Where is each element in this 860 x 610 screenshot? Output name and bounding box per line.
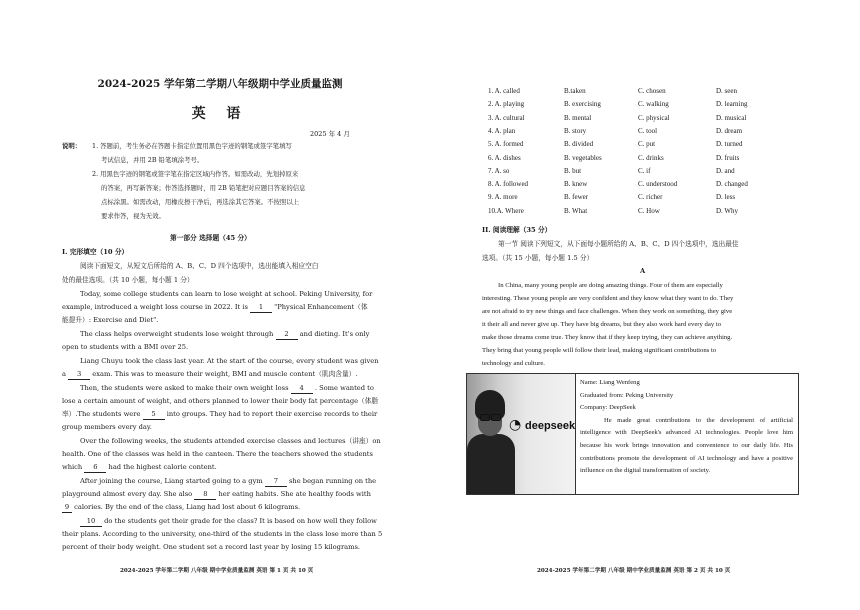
option-question: 7. A. so <box>488 166 510 175</box>
option-choice: C. if <box>638 166 651 175</box>
passage-a-line: are not afraid to try new things and face challenges. When they work on something, they give <box>482 308 733 315</box>
passage-line: group members every day. <box>62 423 152 431</box>
passage-line: lose a certain amount of weight, and others planned to lower their body fat percentage（体脂 <box>62 397 379 405</box>
passage-line: After joining the course, Liang started going to a gym 7 she began running on the <box>80 477 377 485</box>
section1-instruction: 阅读下面短文，从短文后所给的 A、B、C、D 四个选项中，选出能填入相应空白 <box>80 262 319 270</box>
passage-line: playground almost every day. She also 8 her eating habits. She ate healthy foods with <box>62 490 371 498</box>
option-choice: C. physical <box>638 113 670 122</box>
option-question: 3. A. cultural <box>488 113 525 122</box>
passage-a-line: In China, many young people are doing amazing things. Four of them are especially <box>498 282 723 289</box>
passage-line: example, introduced a weight loss course in 2022. It is 1 "Physical Enhancement（体 <box>62 303 368 311</box>
whale-logo-icon: ◔ <box>509 417 522 433</box>
section2-instruction: 选项。（共 15 小题，每小题 1.5 分） <box>482 254 594 262</box>
section2-heading: II. 阅读理解（35 分） <box>482 226 552 234</box>
option-question: 5. A. formed <box>488 140 524 149</box>
option-question: 4. A. plan <box>488 126 516 135</box>
profile-bio: He made great contributions to the development of artificial intelligence with DeepSeek's advanced AI technologies. People love him because his work brings innovation and convenience to our daily life. His contributions promote the development of AI technology and have a positive influence on the digital transformation of society. <box>580 416 793 475</box>
option-choice: C. tool <box>638 126 658 135</box>
passage-line: their plans. According to the university, one-third of the students in the class lose more than 5 <box>62 530 383 538</box>
subject-title: 英 语 <box>191 106 249 122</box>
passage-line: Today, some college students can learn to lose weight at school. Peking University, for <box>80 290 373 298</box>
passage-line: a 3 exam. This was to measure their weight, BMI and muscle content（肌肉含量）. <box>62 370 358 378</box>
blank-1: 1 <box>250 303 272 313</box>
page-footer: 2024-2025 学年第二学期 八年级 期中学业质量监测 英语 第 2 页 共 10 页 <box>537 568 731 574</box>
option-choice: D. changed <box>716 180 748 189</box>
option-choice: B. vegetables <box>564 153 602 162</box>
option-choice: B. fewer <box>564 193 589 202</box>
note-line: 2. 用黑色字迹的钢笔或签字笔在指定区域内作答。如需改动，先划掉原来 <box>92 170 299 178</box>
blank-6: 6 <box>84 463 106 473</box>
passage-line: 9 calories. By the end of the class, Liang had lost about 6 kilograms. <box>62 501 300 514</box>
profile-graduated: Graduated from: Peking University <box>580 391 674 399</box>
section1-heading: I. 完形填空（10 分） <box>62 248 129 256</box>
blank-5: 5 <box>143 410 165 420</box>
passage-line: which 6 had the highest calorie content. <box>62 463 217 471</box>
note-line: 的答案，再写新答案；作答选择题时，用 2B 铅笔把对应题目答案的信息 <box>101 184 306 192</box>
option-choice: C. chosen <box>638 87 666 95</box>
option-question: 2. A. playing <box>488 100 525 109</box>
passage-a-line: make those dreams come true. They know that if they keep trying, they can achieve anything. <box>482 334 733 341</box>
option-question: 1. A. called <box>488 87 520 95</box>
option-choice: D. learning <box>716 100 748 109</box>
exam-title: 2024-2025 学年第二学期八年级期中学业质量监测 <box>97 78 343 90</box>
passage-line: 能提升）: Exercise and Diet". <box>62 316 159 324</box>
option-choice: B.taken <box>564 87 586 95</box>
blank-3: 3 <box>68 370 90 380</box>
option-choice: D. turned <box>716 140 743 149</box>
company-logo: deepseek <box>525 420 576 432</box>
section1-instruction: 处的最佳选项。（共 10 小题，每小题 1 分） <box>62 276 194 284</box>
option-choice: D. seen <box>716 87 737 95</box>
option-question: 10.A. Where <box>488 206 524 215</box>
option-question: 6. A. dishes <box>488 153 521 162</box>
passage-line: 10 do the students get their grade for the class? It is based on how well they follow <box>80 515 377 528</box>
passage-line: open to students with a BMI over 25. <box>62 343 189 351</box>
option-choice: C. put <box>638 140 656 149</box>
part1-heading: 第一部分 选择题（45 分） <box>170 234 251 242</box>
profile-card <box>466 373 799 495</box>
note-line: 要求作答，视为无效。 <box>101 212 165 220</box>
passage-line: Liang Chuyu took the class last year. At the start of the course, every student was given <box>80 357 379 365</box>
passage-line: percent of their body weight. One student set a record last year by losing 15 kilograms. <box>62 543 361 551</box>
option-choice: D. and <box>716 166 735 175</box>
passage-line: The class helps overweight students lose weight through 2 and dieting. It's only <box>80 330 370 338</box>
profile-photo <box>467 374 576 494</box>
option-choice: B. exercising <box>564 100 601 109</box>
option-choice: C. richer <box>638 193 663 202</box>
blank-8: 8 <box>194 490 216 500</box>
option-choice: C. walking <box>638 100 669 109</box>
blank-7: 7 <box>265 477 287 487</box>
option-choice: D. Why <box>716 206 739 215</box>
passage-label: A <box>640 267 646 275</box>
passage-line: Over the following weeks, the students attended exercise classes and lectures（讲座）on <box>80 437 381 445</box>
passage-a-line: interesting. These young people are very confident and they know what they want to do. They <box>482 295 734 302</box>
option-choice: D. musical <box>716 113 747 122</box>
option-choice: D. dream <box>716 126 743 135</box>
profile-name: Name: Liang Wenfeng <box>580 379 640 386</box>
passage-a-line: They bring that young people will follow their lead, making significant contributions to <box>482 347 717 354</box>
option-choice: D. less <box>716 193 736 202</box>
exam-date: 2025 年 4 月 <box>310 130 350 138</box>
option-choice: D. fruits <box>716 153 740 162</box>
notes-label: 说明： <box>62 142 82 150</box>
page-footer: 2024-2025 学年第二学期 八年级 期中学业质量监测 英语 第 1 页 共 10 页 <box>120 568 314 574</box>
option-question: 8. A. followed <box>488 180 529 189</box>
note-line: 1. 答题前，考生务必在答题卡指定位置用黑色字迹的钢笔或签字笔填写 <box>92 142 292 150</box>
passage-a-line: it their all and never give up. They have big dreams, but they also work hard every day to <box>482 321 722 328</box>
option-choice: B. knew <box>564 180 588 189</box>
option-choice: B. mental <box>564 113 592 122</box>
note-line: 考试信息，并用 2B 铅笔填涂考号。 <box>101 156 204 164</box>
option-choice: B. but <box>564 166 582 175</box>
option-choice: B. What <box>564 206 588 215</box>
blank-4: 4 <box>291 384 313 394</box>
note-line: 点标涂黑。如需改动，用橡皮擦干净后，再选涂其它答案。不按照以上 <box>101 198 300 206</box>
option-choice: C. drinks <box>638 153 664 162</box>
profile-company: Company: DeepSeek <box>580 404 636 412</box>
blank-9: 9 <box>62 503 72 513</box>
passage-line: Then, the students were asked to make their own weight loss 4 . Some wanted to <box>80 384 374 392</box>
option-choice: C. understood <box>638 180 678 189</box>
passage-line: health. One of the classes was held in the canteen. There the teachers showed the students <box>62 450 373 458</box>
section2-instruction: 第一节 阅读下列短文，从下面每小题所给的 A、B、C、D 四个选项中，选出最佳 <box>498 240 739 248</box>
option-choice: B. divided <box>564 140 594 149</box>
blank-10: 10 <box>80 517 102 527</box>
blank-2: 2 <box>276 330 298 340</box>
passage-line: 率）.The students were 5 into groups. They had to report their exercise records to their <box>62 410 378 418</box>
option-question: 9. A. more <box>488 193 518 202</box>
passage-a-line: technology and culture. <box>482 360 545 367</box>
option-choice: B. story <box>564 126 587 135</box>
profile-info <box>580 377 793 478</box>
option-choice: C. How <box>638 206 660 215</box>
